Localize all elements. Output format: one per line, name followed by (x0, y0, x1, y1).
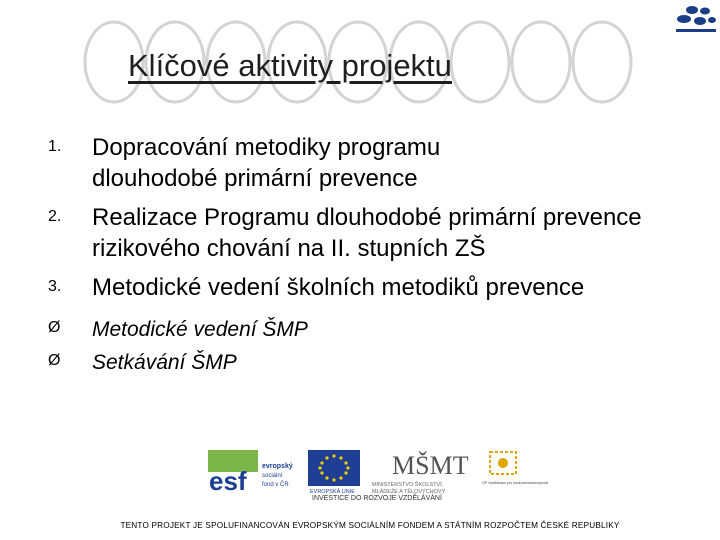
footer-text: TENTO PROJEKT JE SPOLUFINANCOVÁN EVROPSKÝM SOCIÁLNÍM FONDEM A STÁTNÍM ROZPOČTEM ČESKÉ REPUBLIKY (120, 521, 620, 530)
msmt-logo-icon (372, 451, 469, 495)
op-logo-icon (482, 452, 548, 485)
svg-text:evropský: evropský (262, 463, 293, 470)
list-subitem (40, 314, 720, 347)
subitem-text: Setkávání ŠMP (92, 351, 237, 374)
arrow-bullet-icon: Ø (48, 319, 61, 336)
svg-text:OP Vzdělávání pro konkurencesc: OP Vzdělávání pro konkurenceschopnost (482, 481, 549, 485)
eu-flag-icon (308, 450, 360, 495)
list-subitem (40, 347, 720, 380)
svg-text:EVROPSKÁ UNIE: EVROPSKÁ UNIE (310, 489, 355, 495)
list-item (40, 272, 720, 312)
svg-text:MINISTERSTVO ŠKOLSTVÍ,: MINISTERSTVO ŠKOLSTVÍ, (372, 482, 444, 488)
logo-bar (200, 444, 550, 500)
list-item (40, 132, 720, 194)
item-text: Realizace Programu dlouhodobé primární prevence rizikového chování na II. stupních ZŠ (92, 204, 642, 262)
arrow-bullet-icon: Ø (48, 352, 61, 369)
list-item (40, 202, 720, 272)
svg-text:MŠMT: MŠMT (392, 451, 469, 480)
item-number: 3. (48, 278, 62, 295)
activity-list (40, 132, 720, 380)
svg-text:MLÁDEŽE A TĚLOVÝCHOVY: MLÁDEŽE A TĚLOVÝCHOVY (372, 489, 446, 495)
item-number: 2. (48, 208, 62, 225)
item-text: Metodické vedení školních metodiků prevence (92, 274, 585, 301)
item-text: Dopracování metodiky programu dlouhodobé primární prevence (92, 134, 441, 192)
top-right-logo-icon (672, 4, 720, 36)
investment-banner: INVESTICE DO ROZVOJE VZDĚLÁVÁNÍ (312, 495, 442, 500)
svg-text:esf: esf (209, 466, 247, 496)
svg-text:fond v ČR: fond v ČR (262, 482, 289, 488)
item-number: 1. (48, 138, 62, 155)
esf-logo-icon (206, 448, 293, 496)
subitem-text: Metodické vedení ŠMP (92, 318, 308, 341)
svg-text:sociální: sociální (262, 473, 283, 479)
slide-title: Klíčové aktivity projektu (128, 48, 452, 83)
